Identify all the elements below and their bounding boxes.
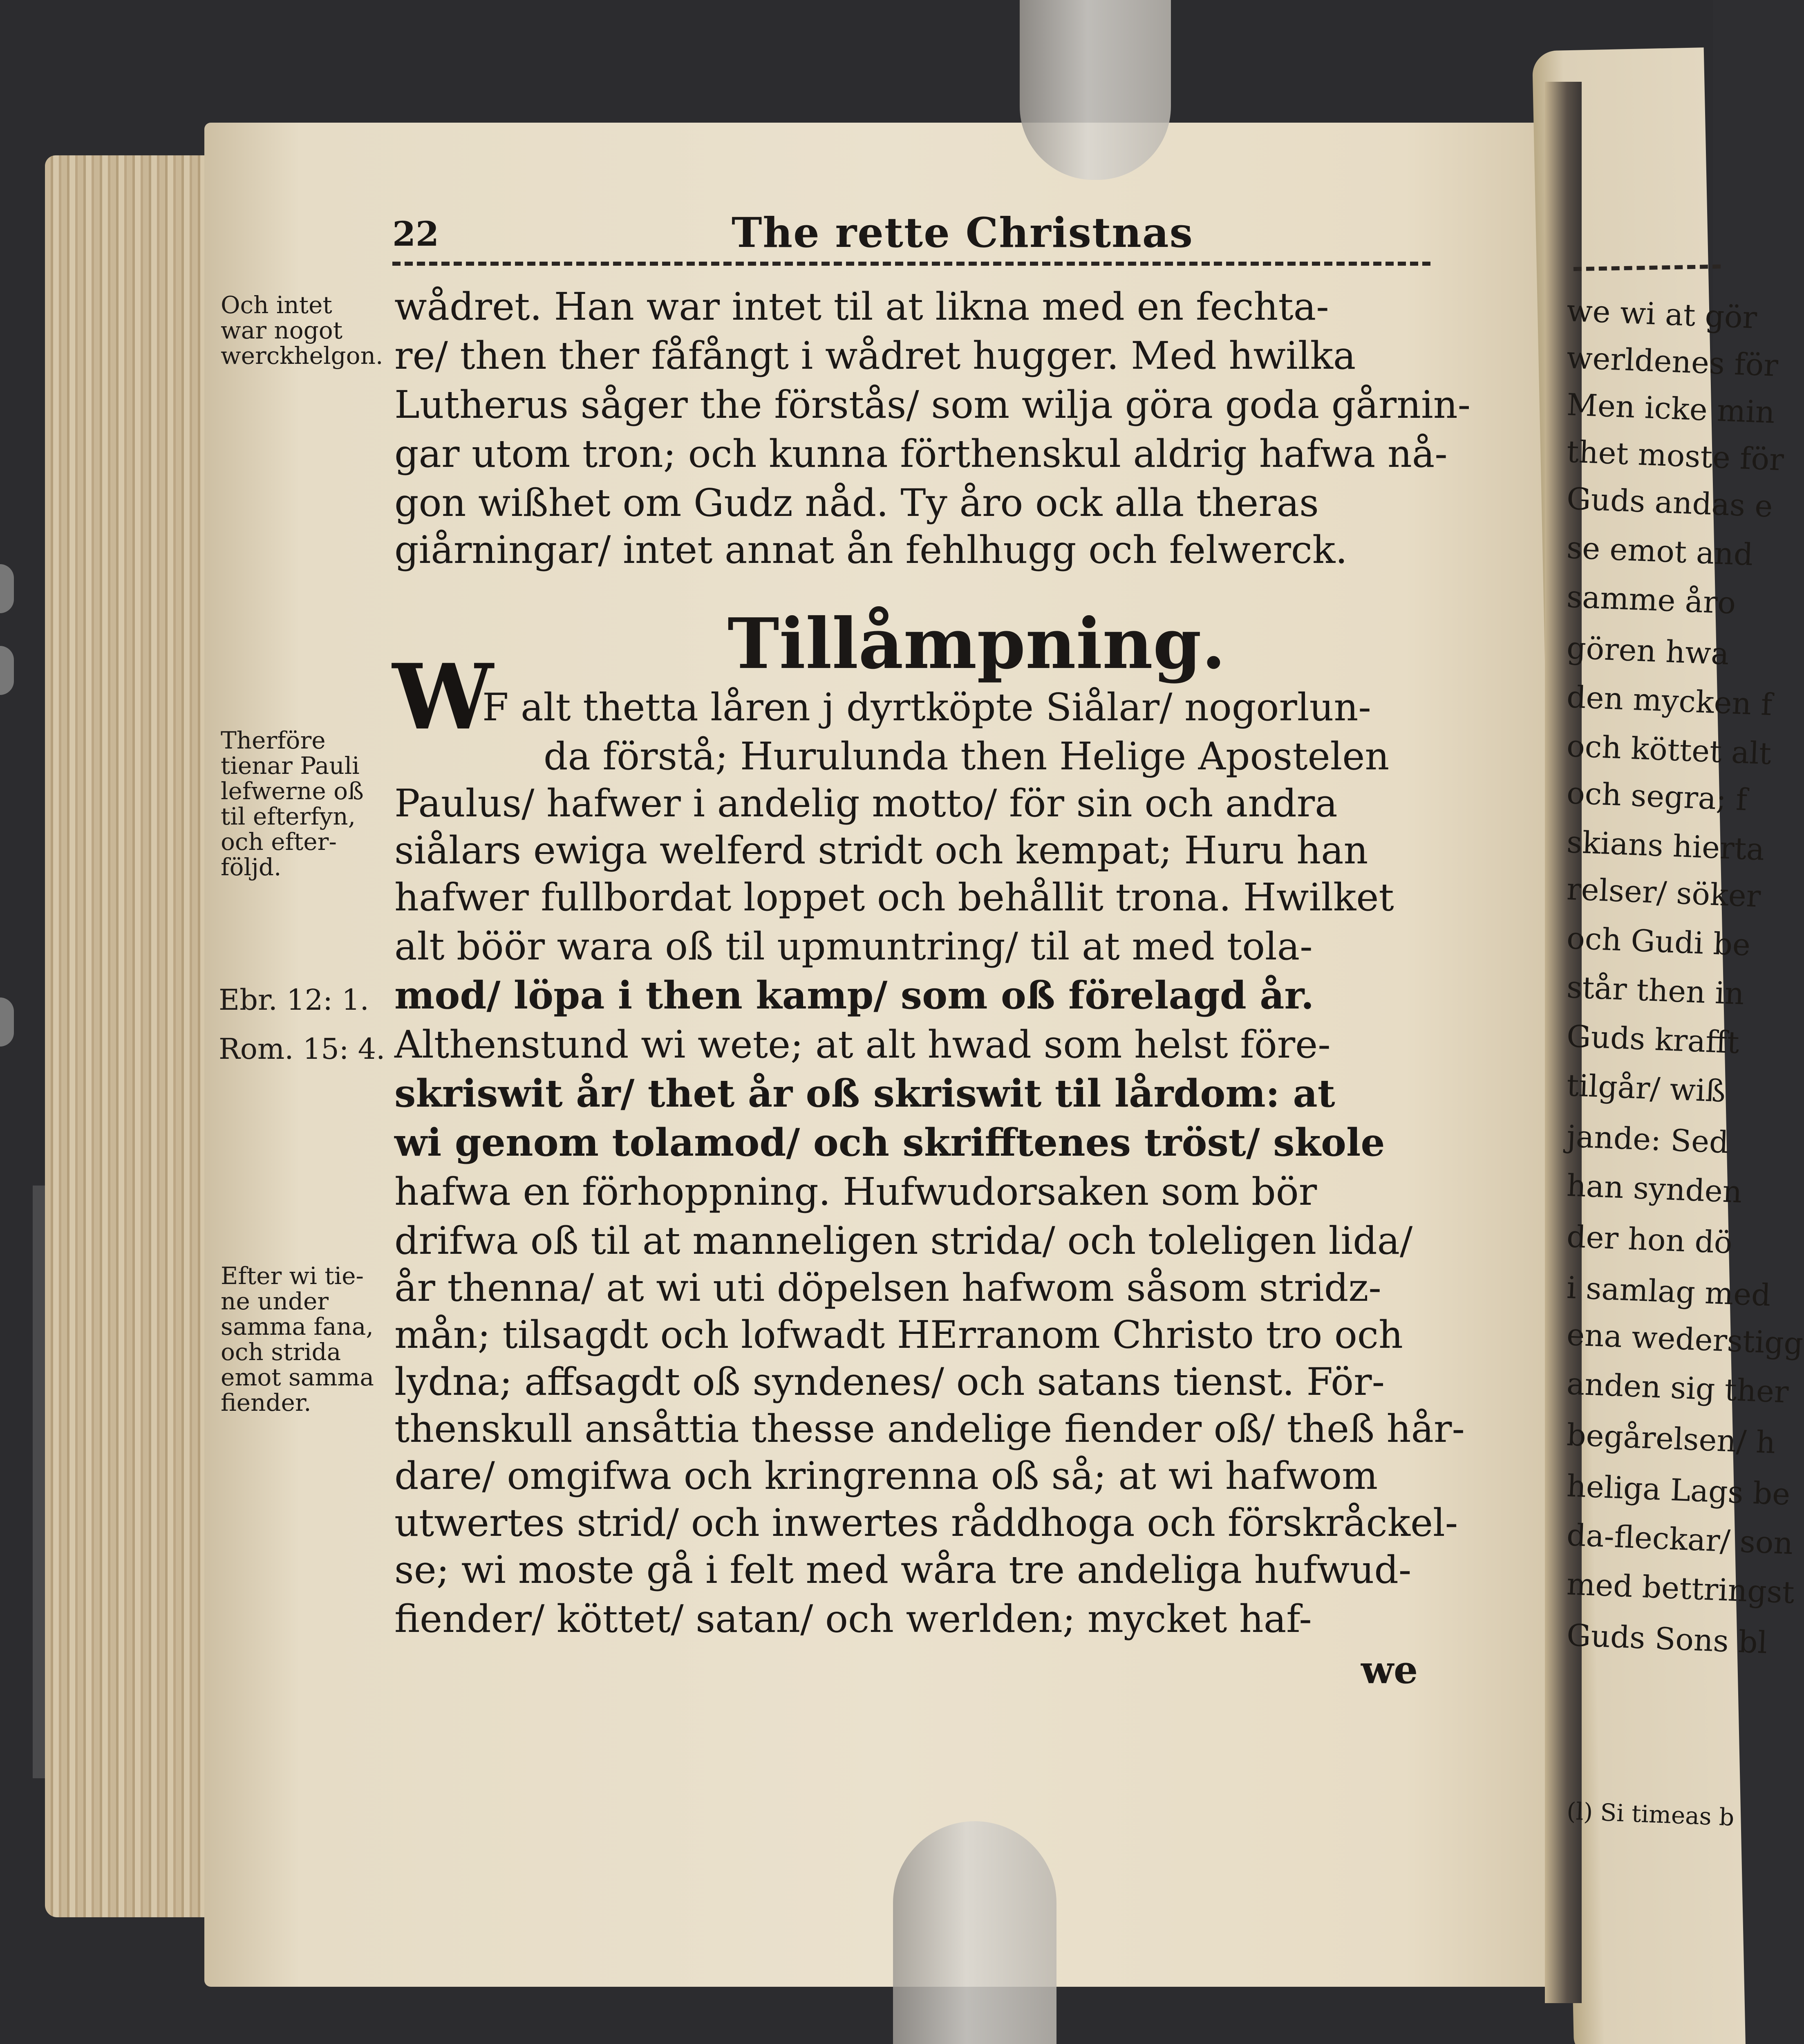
body-line: wådret. Han war intet til at likna med en fechta-: [394, 285, 1329, 329]
body-line: mån; tilsagdt och lofwadt HErranom Christo tro och: [394, 1313, 1403, 1357]
facing-line: med bettringst: [1566, 1567, 1795, 1611]
scanner-knob: [0, 646, 14, 695]
scanner-knob: [0, 564, 14, 613]
facing-line: samme åro: [1566, 579, 1737, 621]
facing-line: anden sig ther: [1566, 1366, 1789, 1410]
facing-line: relser/ söker: [1566, 872, 1761, 914]
marginal-note-1: Och intet war nogot werckhelgon.: [221, 291, 383, 370]
body-line: alt böör wara oß til upmuntring/ til at med tola-: [394, 924, 1313, 968]
facing-line: jande: Sed: [1566, 1119, 1730, 1161]
body-line: skriswit år/ thet år oß skriswit til lårdom: at: [394, 1071, 1335, 1116]
body-line: siålars ewiga welferd stridt och kempat; Huru han: [394, 828, 1368, 872]
facing-line: Guds Sons bl: [1566, 1618, 1768, 1661]
facing-line: we wi at gör: [1566, 293, 1758, 336]
scripture-reference: Ebr. 12: 1.: [219, 983, 369, 1017]
page-clip-top: [1020, 0, 1171, 180]
body-line: Paulus/ hafwer i andelig motto/ för sin och andra: [394, 781, 1338, 825]
facing-line: gören hwa: [1566, 630, 1730, 672]
facing-line: begårelsen/ h: [1566, 1417, 1776, 1461]
facing-line: werldenes för: [1566, 340, 1779, 383]
facing-line: da-fleckar/ son: [1566, 1517, 1794, 1562]
marginal-note-3: Efter wi tie- ne under samma fana, och strida emot samma fiender.: [221, 1262, 374, 1416]
body-line: dare/ omgifwa och kringrenna oß så; at wi hafwom: [394, 1454, 1378, 1498]
marginal-note-2: Therföre tienar Pauli lefwerne oß til efterfyn, och efter- följd.: [221, 726, 364, 881]
catchword: we: [1361, 1647, 1418, 1692]
facing-line: och köttet alt: [1566, 728, 1772, 772]
facing-footnote: (l) Si timeas b: [1566, 1797, 1735, 1831]
body-line: fiender/ köttet/ satan/ och werlden; mycket haf-: [394, 1597, 1312, 1641]
body-line: re/ then ther fåfångt i wådret hugger. Med hwilka: [394, 334, 1356, 378]
body-line: da förstå; Hurulunda then Helige Apostelen: [544, 734, 1390, 778]
body-line: wi genom tolamod/ och skrifftenes tröst/ skole: [394, 1120, 1385, 1165]
facing-line: skians hierta: [1566, 825, 1765, 867]
facing-line: Men icke min: [1566, 387, 1776, 430]
body-line: lydna; affsagdt oß syndenes/ och satans tienst. För-: [394, 1360, 1385, 1404]
body-line: utwertes strid/ och inwertes råddhoga och förskråckel-: [394, 1501, 1458, 1545]
facing-line: och segra; f: [1566, 775, 1748, 818]
facing-line: heliga Lags be: [1566, 1468, 1791, 1512]
body-line: thenskull ansåttia thesse andelige fiender oß/ theß hår-: [394, 1407, 1465, 1451]
facing-line: och Gudi be: [1566, 921, 1751, 963]
facing-line: står then in: [1566, 970, 1745, 1012]
header-rule: [392, 262, 1430, 266]
body-line: drifwa oß til at manneligen strida/ och toleligen lida/: [394, 1219, 1413, 1263]
body-line: gon wißhet om Gudz nåd. Ty åro ock alla theras: [394, 481, 1319, 525]
body-line: mod/ löpa i then kamp/ som oß förelagd år.: [394, 973, 1314, 1018]
facing-line: den mycken f: [1566, 679, 1773, 723]
facing-line: Guds krafft: [1566, 1019, 1740, 1061]
body-line: hafwer fullbordat loppet och behållit trona. Hwilket: [394, 875, 1394, 919]
page-number: 22: [392, 215, 439, 254]
scanner-knob: [0, 997, 14, 1047]
facing-line: han synden: [1566, 1168, 1743, 1210]
facing-line: der hon dö: [1566, 1219, 1733, 1261]
body-line: se; wi moste gå i felt med wåra tre andeliga hufwud-: [394, 1548, 1412, 1592]
drop-initial: W: [392, 644, 494, 750]
body-line: giårningar/ intet annat ån fehlhugg och felwerck.: [394, 528, 1347, 572]
facing-line: se emot and: [1566, 530, 1754, 573]
facing-line: tilgår/ wiß: [1566, 1068, 1726, 1109]
page-edges: [45, 155, 217, 1917]
facing-line: i samlag med: [1566, 1270, 1772, 1313]
body-line: Althenstund wi wete; at alt hwad som helst före-: [394, 1022, 1331, 1067]
page-clip-bottom: [893, 1821, 1056, 2044]
body-line: Lutherus såger the förstås/ som wilja göra goda gårnin-: [394, 383, 1471, 427]
facing-line: Guds andas e: [1566, 481, 1773, 524]
body-line: hafwa en förhoppning. Hufwudorsaken som bör: [394, 1170, 1317, 1214]
running-head: The rette Christnas: [732, 208, 1193, 257]
section-heading: Tillåmpning.: [727, 603, 1226, 685]
body-line: gar utom tron; och kunna förthenskul aldrig hafwa nå-: [394, 432, 1448, 476]
body-line: F alt thetta låren j dyrtköpte Siålar/ nogorlun-: [482, 685, 1371, 729]
scripture-reference: Rom. 15: 4.: [219, 1032, 385, 1066]
body-line: år thenna/ at wi uti döpelsen hafwom såsom stridz-: [394, 1266, 1381, 1310]
facing-line: thet moste för: [1566, 434, 1785, 478]
facing-line: ena wederstigg: [1566, 1317, 1804, 1362]
